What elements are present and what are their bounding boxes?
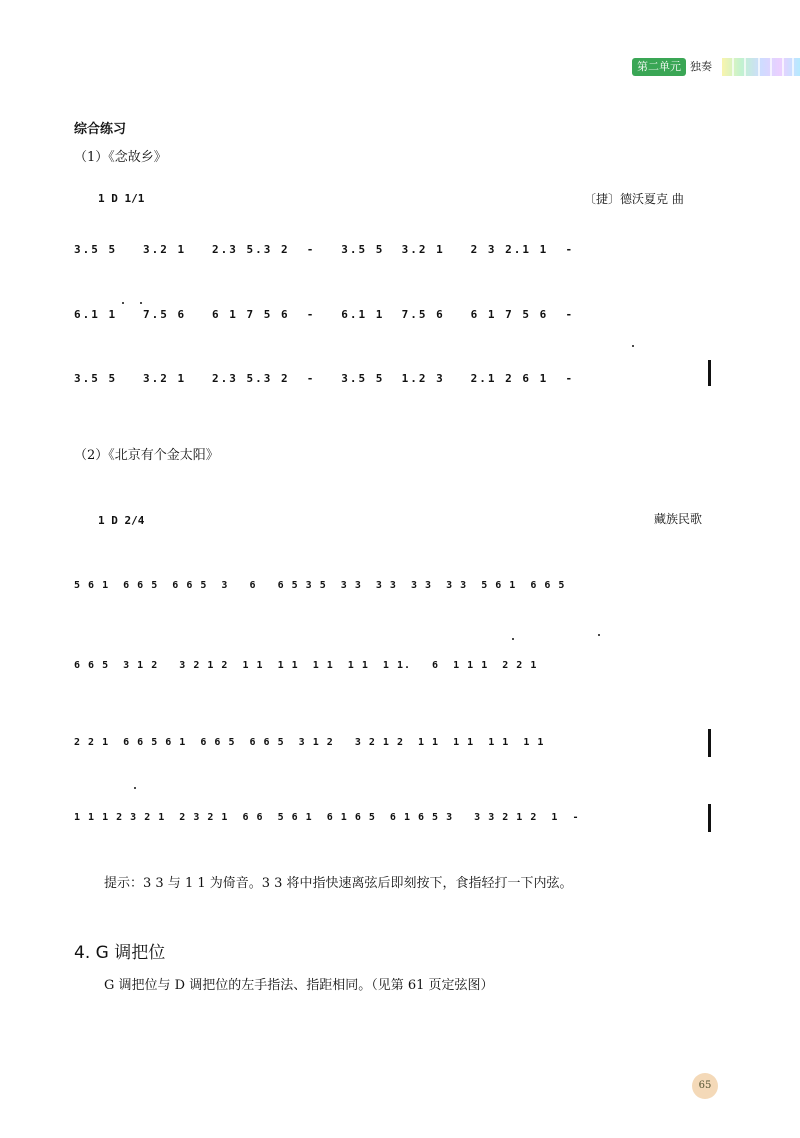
song1-composer: 〔捷〕德沃夏克 曲: [584, 192, 684, 206]
song1-key-time: 1 D 1/1: [98, 192, 145, 205]
chapter-title: 独奏: [690, 60, 712, 73]
song2-score-row-3: 2 2 1 6 6 5 6 1 6 6 5 6 6 5 3 1 2 3 2 1 2 1 1 1 1 1 1 1 1: [74, 737, 545, 748]
repeat-barline: [708, 729, 711, 757]
song2-composer: 藏族民歌: [654, 512, 703, 526]
song1-score-row-1: 3.5 5 3.2 1 2.3 5.3 2 - 3.5 5 3.2 1 2 3 2.1 1 -: [74, 243, 575, 256]
header-decoration: [722, 58, 800, 76]
final-barline: [708, 360, 711, 386]
hint-text: 提示：3 3 与 1 1 为倚音。3 3 将中指快速离弦后即刻按下，食指轻打一下内弦。: [104, 876, 573, 891]
section4-paragraph: G 调把位与 D 调把位的左手指法、指距相同。（见第 61 页定弦图）: [104, 978, 494, 993]
unit-tag: 第二单元: [632, 58, 686, 76]
song2-score-row-2: 6 6 5 3 1 2 3 2 1 2 1 1 1 1 1 1 1 1 1 1. 6 1 1 1 2 2 1: [74, 660, 538, 671]
song2-key-time: 1 D 2/4: [98, 514, 145, 527]
low-octave-dot: [134, 787, 136, 789]
song1-title: （1）《念故乡》: [74, 150, 167, 165]
song2-score-row-4: 1 1 1 2 3 2 1 2 3 2 1 6 6 5 6 1 6 1 6 5 6 1 6 5 3 3 3 2 1 2 1 -: [74, 812, 580, 823]
chapter-header: [632, 58, 800, 76]
high-octave-dot: [122, 302, 124, 304]
song2-title: （2）《北京有个金太阳》: [74, 448, 219, 463]
section4-heading: 4. G 调把位: [74, 943, 166, 963]
song2-score-row-1: 5 6 1 6 6 5 6 6 5 3 6 6 5 3 5 3 3 3 3 3 3 3 3 5 6 1 6 6 5: [74, 580, 566, 591]
high-octave-dot: [140, 302, 142, 304]
section-title: 综合练习: [74, 122, 127, 137]
low-octave-dot: [598, 634, 600, 636]
page-number: 65: [692, 1073, 718, 1099]
final-barline: [708, 804, 711, 832]
song1-score-row-3: 3.5 5 3.2 1 2.3 5.3 2 - 3.5 5 1.2 3 2.1 2 6 1 -: [74, 372, 575, 385]
low-octave-dot: [632, 345, 634, 347]
low-octave-dot: [512, 638, 514, 640]
song1-score-row-2: 6.1 1 7.5 6 6 1 7 5 6 - 6.1 1 7.5 6 6 1 7 5 6 -: [74, 308, 575, 321]
